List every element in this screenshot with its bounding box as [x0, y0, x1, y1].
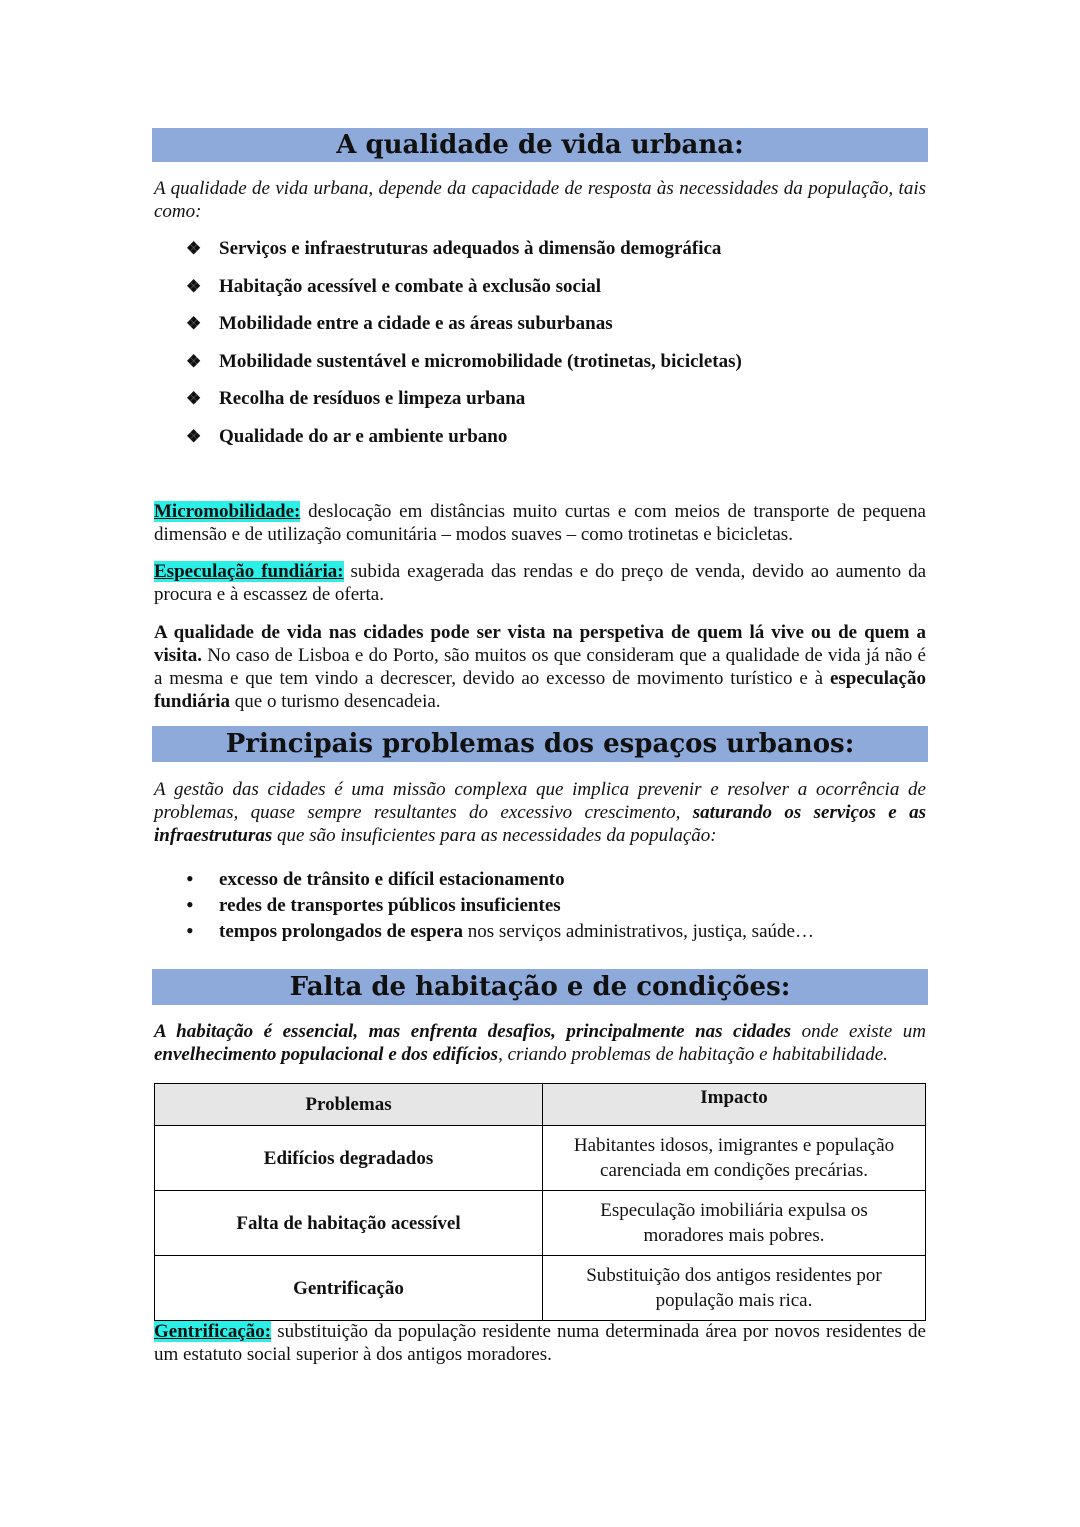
section-title-problemas: Principais problemas dos espaços urbanos:: [152, 726, 928, 762]
section2-intro: A gestão das cidades é uma missão complexa que implica prevenir e resolver a ocorrência de problemas, quase sempre resultantes do excessivo crescimento, saturando os serviços e as infraestruturas que são insuficientes para as necessidades da população:: [154, 779, 926, 846]
table-header: Impacto: [543, 1084, 926, 1126]
diamond-bullet-icon: ❖: [186, 351, 202, 371]
highlighted-term: Micromobilidade:: [154, 501, 301, 522]
diamond-bullet-icon: ❖: [186, 276, 202, 296]
list-item: • redes de transportes públicos insuficientes: [186, 894, 814, 920]
diamond-bullet-icon: ❖: [186, 389, 202, 408]
table-row: [155, 1191, 926, 1256]
table-row: [155, 1256, 926, 1321]
diamond-bullet-icon: ❖: [186, 239, 202, 258]
list-item: ❖ Serviços e infraestruturas adequados à dimensão demográfica: [186, 237, 742, 275]
problems-list: [186, 868, 814, 946]
section3-intro: A habitação é essencial, mas enfrenta desafios, principalmente nas cidades onde existe um envelhecimento populacional e dos edifícios, criando problemas de habitação e habitabilidade.: [154, 1021, 926, 1065]
quality-paragraph: A qualidade de vida nas cidades pode ser vista na perspetiva de quem lá vive ou de quem a visita. No caso de Lisboa e do Porto, são muitos os que consideram que a qualidade de vida já não é a mesma e que tem vindo a decrescer, devido ao excesso de movimento turístico e à especulação fundiária que o turismo desencadeia.: [154, 622, 926, 712]
micromobilidade-definition: Micromobilidade: deslocação em distâncias muito curtas e com meios de transporte de pequena dimensão e de utilização comunitária – modos suaves – como trotinetas e bicicletas.: [154, 501, 926, 545]
list-item: • tempos prolongados de espera nos serviços administrativos, justiça, saúde…: [186, 920, 814, 946]
bullet-icon: •: [186, 866, 194, 891]
list-item: ❖ Qualidade do ar e ambiente urbano: [186, 425, 742, 463]
section-title-qualidade-vida: A qualidade de vida urbana:: [152, 128, 928, 162]
highlighted-term: Gentrificação:: [154, 1321, 272, 1342]
table-cell: Falta de habitação acessível: [155, 1191, 543, 1256]
bullet-icon: •: [186, 918, 194, 943]
table-cell: Gentrificação: [155, 1256, 543, 1321]
table-cell: Edifícios degradados: [155, 1126, 543, 1191]
bullet-icon: •: [186, 892, 194, 917]
gentrificacao-definition: Gentrificação: substituição da população residente numa determinada área por novos residentes de um estatuto social superior à dos antigos moradores.: [154, 1321, 926, 1365]
highlighted-term: Especulação fundiária:: [154, 561, 344, 582]
table-header-row: [155, 1084, 926, 1126]
section-title-habitacao: Falta de habitação e de condições:: [152, 969, 928, 1005]
housing-problems-table: [154, 1083, 926, 1321]
table-header: Problemas: [155, 1084, 543, 1126]
table-row: [155, 1126, 926, 1191]
section1-intro: A qualidade de vida urbana, depende da capacidade de resposta às necessidades da população, tais como:: [154, 178, 926, 222]
diamond-bullet-icon: ❖: [186, 426, 202, 446]
table-cell: Especulação imobiliária expulsa os moradores mais pobres.: [543, 1191, 926, 1256]
quality-factors-list: [186, 237, 742, 462]
especulacao-definition: Especulação fundiária: subida exagerada das rendas e do preço de venda, devido ao aumento da procura e à escassez de oferta.: [154, 561, 927, 605]
table-cell: Habitantes idosos, imigrantes e população carenciada em condições precárias.: [543, 1126, 926, 1191]
list-item: ❖ Mobilidade sustentável e micromobilidade (trotinetas, bicicletas): [186, 350, 742, 388]
list-item: ❖ Recolha de resíduos e limpeza urbana: [186, 387, 742, 425]
list-item: ❖ Habitação acessível e combate à exclusão social: [186, 275, 742, 313]
table-cell: Substituição dos antigos residentes por população mais rica.: [543, 1256, 926, 1321]
diamond-bullet-icon: ❖: [186, 314, 202, 333]
list-item: • excesso de trânsito e difícil estacionamento: [186, 868, 814, 894]
list-item: ❖ Mobilidade entre a cidade e as áreas suburbanas: [186, 312, 742, 350]
